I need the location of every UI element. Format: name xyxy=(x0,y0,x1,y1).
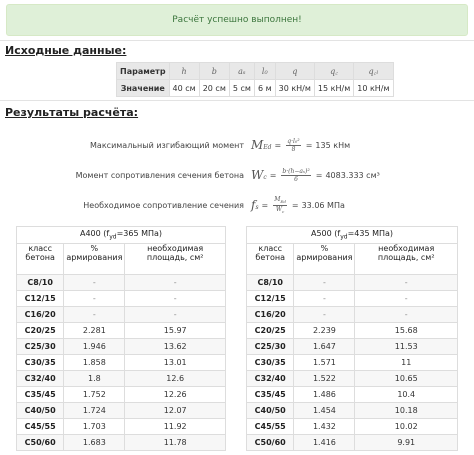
table-row xyxy=(247,275,458,291)
alert-message: Расчёт успешно выполнен! xyxy=(172,15,302,25)
required-area: 11.53 xyxy=(355,339,458,355)
param-value: 40 см xyxy=(169,80,199,97)
table-row xyxy=(247,323,458,339)
required-area: 11 xyxy=(355,355,458,371)
results-title: Результаты расчёта: xyxy=(5,106,139,119)
moment-equation: M Ed = $\frac{\text{q·l₀²}}{8}$ = 135 кНм xyxy=(251,137,351,153)
reinforcement-pct: 1.486 xyxy=(294,387,355,403)
required-area: 10.02 xyxy=(355,419,458,435)
concrete-class: C30/35 xyxy=(247,355,294,371)
reinforcement-pct: 1.454 xyxy=(294,403,355,419)
required-label: Необходимое сопротивление сечения xyxy=(83,200,244,210)
inputs-title: Исходные данные: xyxy=(5,44,127,57)
value-header-label: Значение xyxy=(117,80,170,97)
concrete-class: C8/10 xyxy=(247,275,294,291)
required-area: - xyxy=(125,291,226,307)
table-row xyxy=(247,435,458,451)
concrete-class: C12/15 xyxy=(17,291,64,307)
concrete-class: C25/30 xyxy=(247,339,294,355)
reinforcement-pct: 1.946 xyxy=(64,339,125,355)
param-value: 20 см xyxy=(199,80,229,97)
col-class-header: класс бетона xyxy=(17,244,64,275)
col-area-header: необходимая площадь, см² xyxy=(355,244,458,275)
required-area: 11.92 xyxy=(125,419,226,435)
reinforcement-pct: 1.752 xyxy=(64,387,125,403)
formula-moment xyxy=(0,136,474,154)
reinforcement-pct: - xyxy=(64,291,125,307)
resistance-unit: см³ xyxy=(366,170,380,180)
table-row xyxy=(17,291,226,307)
param-value: 15 кН/м xyxy=(314,80,353,97)
concrete-class: C20/25 xyxy=(247,323,294,339)
required-area: 13.01 xyxy=(125,355,226,371)
required-area: 10.65 xyxy=(355,371,458,387)
required-area: 10.18 xyxy=(355,403,458,419)
resistance-label: Момент сопротивления сечения бетона xyxy=(75,170,244,180)
param-header-label: Параметр xyxy=(117,63,170,80)
table-row xyxy=(247,419,458,435)
required-equation: f s = $\frac{M_{Ed}}{W_c}$ = 33.06 МПа xyxy=(251,196,345,214)
reinforcement-pct: 1.416 xyxy=(294,435,355,451)
required-area: 12.07 xyxy=(125,403,226,419)
param-symbol: q꜀ xyxy=(314,63,353,80)
concrete-class: C35/45 xyxy=(17,387,64,403)
table-row xyxy=(17,419,226,435)
reinforcement-pct: - xyxy=(294,291,355,307)
required-area: 12.26 xyxy=(125,387,226,403)
concrete-class: C50/60 xyxy=(17,435,64,451)
reinforcement-pct: - xyxy=(294,275,355,291)
table-row xyxy=(247,387,458,403)
formula-resistance xyxy=(0,166,474,184)
param-value: 10 кН/м xyxy=(354,80,393,97)
concrete-class: C35/45 xyxy=(247,387,294,403)
concrete-class: C20/25 xyxy=(17,323,64,339)
required-area: 9.91 xyxy=(355,435,458,451)
reinforcement-pct: 2.239 xyxy=(294,323,355,339)
table-row xyxy=(17,275,226,291)
formula-required xyxy=(0,196,474,214)
resistance-equation: W c = $\frac{\text{b·(h−aₛ)²}}{6}$ = 4083.333 см³ xyxy=(251,167,380,183)
required-area: - xyxy=(125,275,226,291)
moment-value: 135 xyxy=(315,140,331,150)
moment-unit: кНм xyxy=(333,140,351,150)
required-unit: МПа xyxy=(327,200,345,210)
table-row xyxy=(17,435,226,451)
concrete-class: C25/30 xyxy=(17,339,64,355)
required-area: 10.4 xyxy=(355,387,458,403)
concrete-class: C45/55 xyxy=(17,419,64,435)
concrete-class: C32/40 xyxy=(247,371,294,387)
divider xyxy=(0,100,474,101)
table-row xyxy=(247,403,458,419)
concrete-class: C16/20 xyxy=(17,307,64,323)
required-area: - xyxy=(125,307,226,323)
required-area: - xyxy=(355,275,458,291)
results-table-a400 xyxy=(16,226,226,451)
success-alert xyxy=(6,4,468,36)
required-area: - xyxy=(355,307,458,323)
col-class-header: класс бетона xyxy=(247,244,294,275)
concrete-class: C8/10 xyxy=(17,275,64,291)
results-table-a500 xyxy=(246,226,458,451)
resistance-value: 4083.333 xyxy=(325,170,364,180)
table-row xyxy=(17,323,226,339)
param-symbol: h xyxy=(169,63,199,80)
reinforcement-pct: 1.724 xyxy=(64,403,125,419)
reinforcement-pct: 1.522 xyxy=(294,371,355,387)
table-row xyxy=(17,371,226,387)
reinforcement-pct: 1.703 xyxy=(64,419,125,435)
concrete-class: C50/60 xyxy=(247,435,294,451)
concrete-class: C40/50 xyxy=(17,403,64,419)
moment-label: Максимальный изгибающий момент xyxy=(90,140,244,150)
param-value: 5 см xyxy=(229,80,254,97)
table-row xyxy=(247,371,458,387)
reinforcement-pct: 1.647 xyxy=(294,339,355,355)
concrete-class: C30/35 xyxy=(17,355,64,371)
required-value: 33.06 xyxy=(301,200,325,210)
param-symbol: q꜀ₗ xyxy=(354,63,393,80)
table-row xyxy=(247,291,458,307)
table-row xyxy=(17,403,226,419)
param-value: 30 кН/м xyxy=(275,80,314,97)
reinforcement-pct: - xyxy=(294,307,355,323)
table-row xyxy=(17,387,226,403)
param-symbol: l₀ xyxy=(254,63,275,80)
inputs-table xyxy=(116,62,394,97)
reinforcement-pct: 2.281 xyxy=(64,323,125,339)
reinforcement-pct: 1.432 xyxy=(294,419,355,435)
param-symbol: q xyxy=(275,63,314,80)
required-area: 11.78 xyxy=(125,435,226,451)
table-row xyxy=(247,355,458,371)
required-area: 15.97 xyxy=(125,323,226,339)
col-area-header: необходимая площадь, см² xyxy=(125,244,226,275)
required-area: - xyxy=(355,291,458,307)
col-pct-header: % армирования xyxy=(64,244,125,275)
reinforcement-pct: - xyxy=(64,275,125,291)
table-row xyxy=(17,307,226,323)
reinforcement-pct: 1.8 xyxy=(64,371,125,387)
required-area: 15.68 xyxy=(355,323,458,339)
concrete-class: C40/50 xyxy=(247,403,294,419)
concrete-class: C45/55 xyxy=(247,419,294,435)
required-area: 13.62 xyxy=(125,339,226,355)
concrete-class: C32/40 xyxy=(17,371,64,387)
concrete-class: C16/20 xyxy=(247,307,294,323)
reinforcement-pct: 1.858 xyxy=(64,355,125,371)
col-pct-header: % армирования xyxy=(294,244,355,275)
divider xyxy=(0,40,474,41)
group-header: A400 ($f_{yd}=365$ МПа) xyxy=(17,227,226,244)
required-area: 12.6 xyxy=(125,371,226,387)
reinforcement-pct: 1.683 xyxy=(64,435,125,451)
table-row xyxy=(17,355,226,371)
table-row xyxy=(247,339,458,355)
table-row xyxy=(17,339,226,355)
param-symbol: aₛ xyxy=(229,63,254,80)
param-value: 6 м xyxy=(254,80,275,97)
concrete-class: C12/15 xyxy=(247,291,294,307)
group-header: A500 ($f_{yd}=435$ МПа) xyxy=(247,227,458,244)
param-symbol: b xyxy=(199,63,229,80)
table-row xyxy=(247,307,458,323)
reinforcement-pct: - xyxy=(64,307,125,323)
reinforcement-pct: 1.571 xyxy=(294,355,355,371)
